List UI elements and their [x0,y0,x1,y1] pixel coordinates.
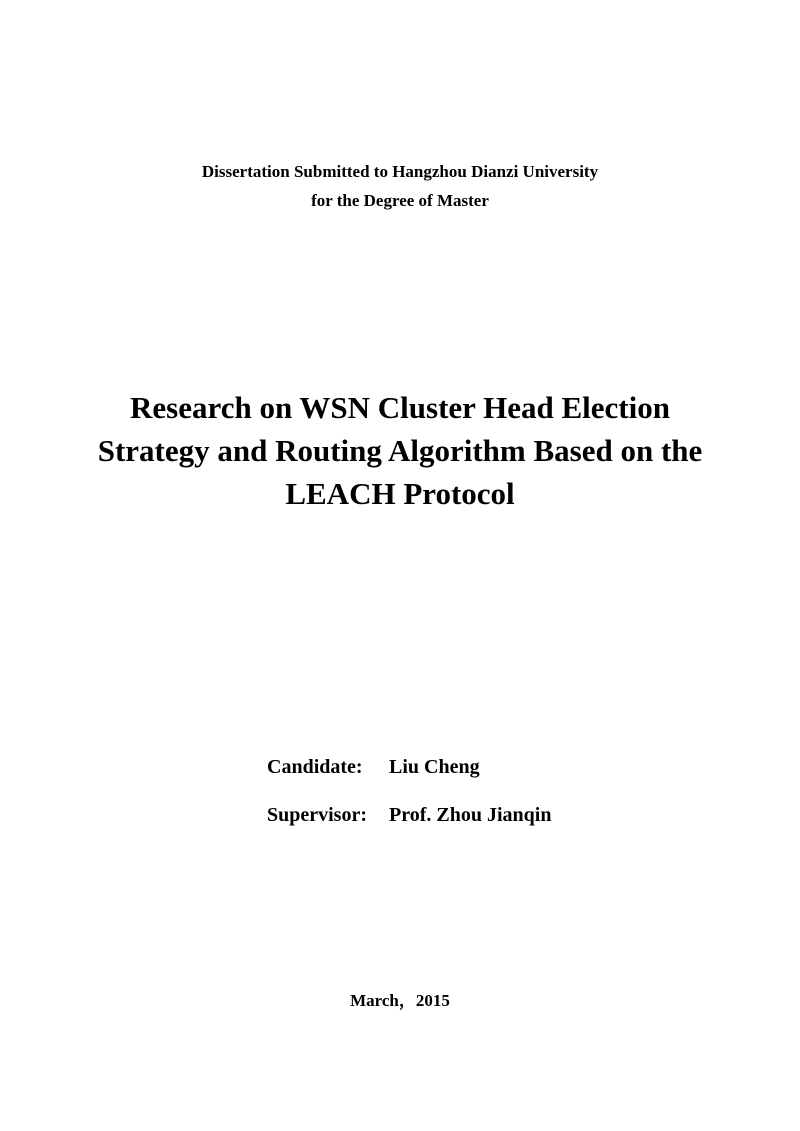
supervisor-row [267,801,551,829]
submission-date: March，2015 [350,991,450,1010]
candidate-label: Candidate: [267,756,363,778]
submission-statement-line-1: Dissertation Submitted to Hangzhou Dianzi University [201,162,599,181]
thesis-title-line-1: Research on WSN Cluster Head Election [130,390,670,425]
supervisor-name: Prof. Zhou Jianqin [389,804,552,826]
candidate-row [267,753,480,781]
supervisor-label: Supervisor: [267,804,367,826]
submission-statement-line-2: for the Degree of Master [311,191,489,210]
thesis-title-line-2: Strategy and Routing Algorithm Based on the [97,433,703,468]
thesis-title-line-3: LEACH Protocol [285,476,515,511]
candidate-name: Liu Cheng [389,756,480,778]
